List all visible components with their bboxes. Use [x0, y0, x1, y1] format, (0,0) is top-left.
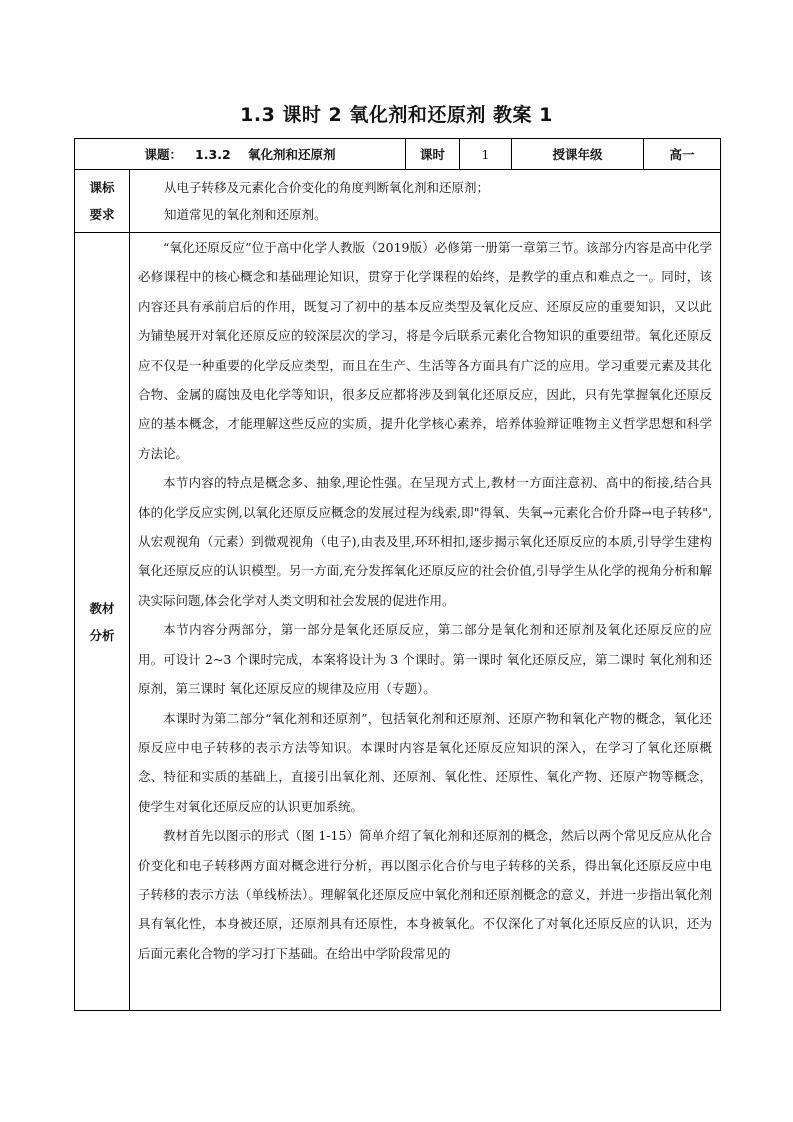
analysis-paragraph: 本课时为第二部分“氧化剂和还原剂”，包括氧化剂和还原剂、还原产物和氧化产物的概念，氧化还原反应中电子转移的表示方法等知识。本课时内容是氧化还原反应知识的深入，在学习了氧化还原概念、特征和实质的基础上，直接引出氧化剂、还原剂、氧化性、还原性、氧化产物、还原产物等概念，使学生对氧化还原反应的认识更加系统。 [138, 710, 713, 814]
page-title: 1.3 课时 2 氧化剂和还原剂 教案 1 [240, 104, 553, 126]
period-label: 课时 [406, 139, 460, 170]
analysis-paragraph: 本节内容分两部分，第一部分是氧化还原反应，第二部分是氧化剂和还原剂及氧化还原反应的应用。可设计 2~3 个课时完成，本案将设计为 3 个课时。第一课时 氧化还原反应，第二课时 氧化剂和还原剂，第三课时 氧化还原反应的规律及应用（专题）。 [138, 622, 713, 697]
analysis-content [130, 233, 721, 1011]
analysis-label [75, 233, 130, 1011]
analysis-paragraph: “氧化还原反应”位于高中化学人教版（2019版）必修第一册第一章第三节。该部分内容是高中化学必修课程中的核心概念和基础理论知识，贯穿于化学课程的始终，是教学的重点和难点之一。同时，该内容还具有承前启后的作用，既复习了初中的基本反应类型及氧化反应、还原反应的重要知识，又以此为铺垫展开对氧化还原反应的较深层次的学习，将是今后联系元素化合物知识的重要纽带。氧化还原反应不仅是一种重要的化学反应类型，而且在生产、生活等各方面具有广泛的应用。学习重要元素及其化合物、金属的腐蚀及电化学等知识，很多反应都将涉及到氧化还原反应，因此，只有先掌握氧化还原反应的基本概念，才能理解这些反应的实质，提升化学核心素养，培养体验辩证唯物主义哲学思想和科学方法论。 [138, 240, 713, 461]
topic-value: 1.3.2 氧化剂和还原剂 [195, 147, 336, 162]
period-value: 1 [460, 139, 512, 170]
requirement-item: 从电子转移及元素化合价变化的角度判断氧化剂和还原剂； [164, 180, 490, 195]
analysis-label-line2: 分析 [89, 627, 115, 643]
requirements-row [75, 170, 721, 233]
topic-cell [75, 139, 406, 170]
requirements-label [75, 170, 130, 233]
requirement-item: 知道常见的氧化剂和还原剂。 [164, 207, 327, 222]
lesson-plan-table [74, 138, 721, 1011]
analysis-label-line1: 教材 [89, 600, 115, 616]
grade-value: 高一 [644, 139, 721, 170]
topic-label: 课题： [144, 147, 182, 162]
requirements-label-line1: 课标 [89, 180, 115, 195]
header-row [75, 139, 721, 170]
analysis-paragraph: 教材首先以图示的形式（图 1-15）简单介绍了氧化剂和还原剂的概念，然后以两个常见反应从化合价变化和电子转移两方面对概念进行分析，再以图示化合价与电子转移的关系，得出氧化还原反应中电子转移的表示方法（单线桥法）。理解氧化还原反应中氧化剂和还原剂概念的意义，并进一步指出氧化剂具有氧化性，本身被还原，还原剂具有还原性，本身被氧化。不仅深化了对氧化还原反应的认识，还为后面元素化合物的学习打下基础。在给出中学阶段常见的 [138, 828, 713, 961]
requirements-content [130, 170, 721, 233]
requirements-label-line2: 要求 [89, 207, 115, 222]
grade-label: 授课年级 [512, 139, 644, 170]
analysis-row [75, 233, 721, 1011]
analysis-paragraph: 本节内容的特点是概念多、抽象,理论性强。在呈现方式上,教材一方面注意初、高中的衔接,结合具体的化学反应实例,以氧化还原反应概念的发展过程为线索,即"得氧、失氧→元素化合价升降→电子转移",从宏观视角（元素）到微观视角（电子),由表及里,环环相扣,逐步揭示氧化还原反应的本质,引导学生建构氧化还原反应的认识模型。另一方面,充分发挥氧化还原反应的社会价值,引导学生从化学的视角分析和解决实际问题,体会化学对人类文明和社会发展的促进作用。 [138, 475, 713, 608]
